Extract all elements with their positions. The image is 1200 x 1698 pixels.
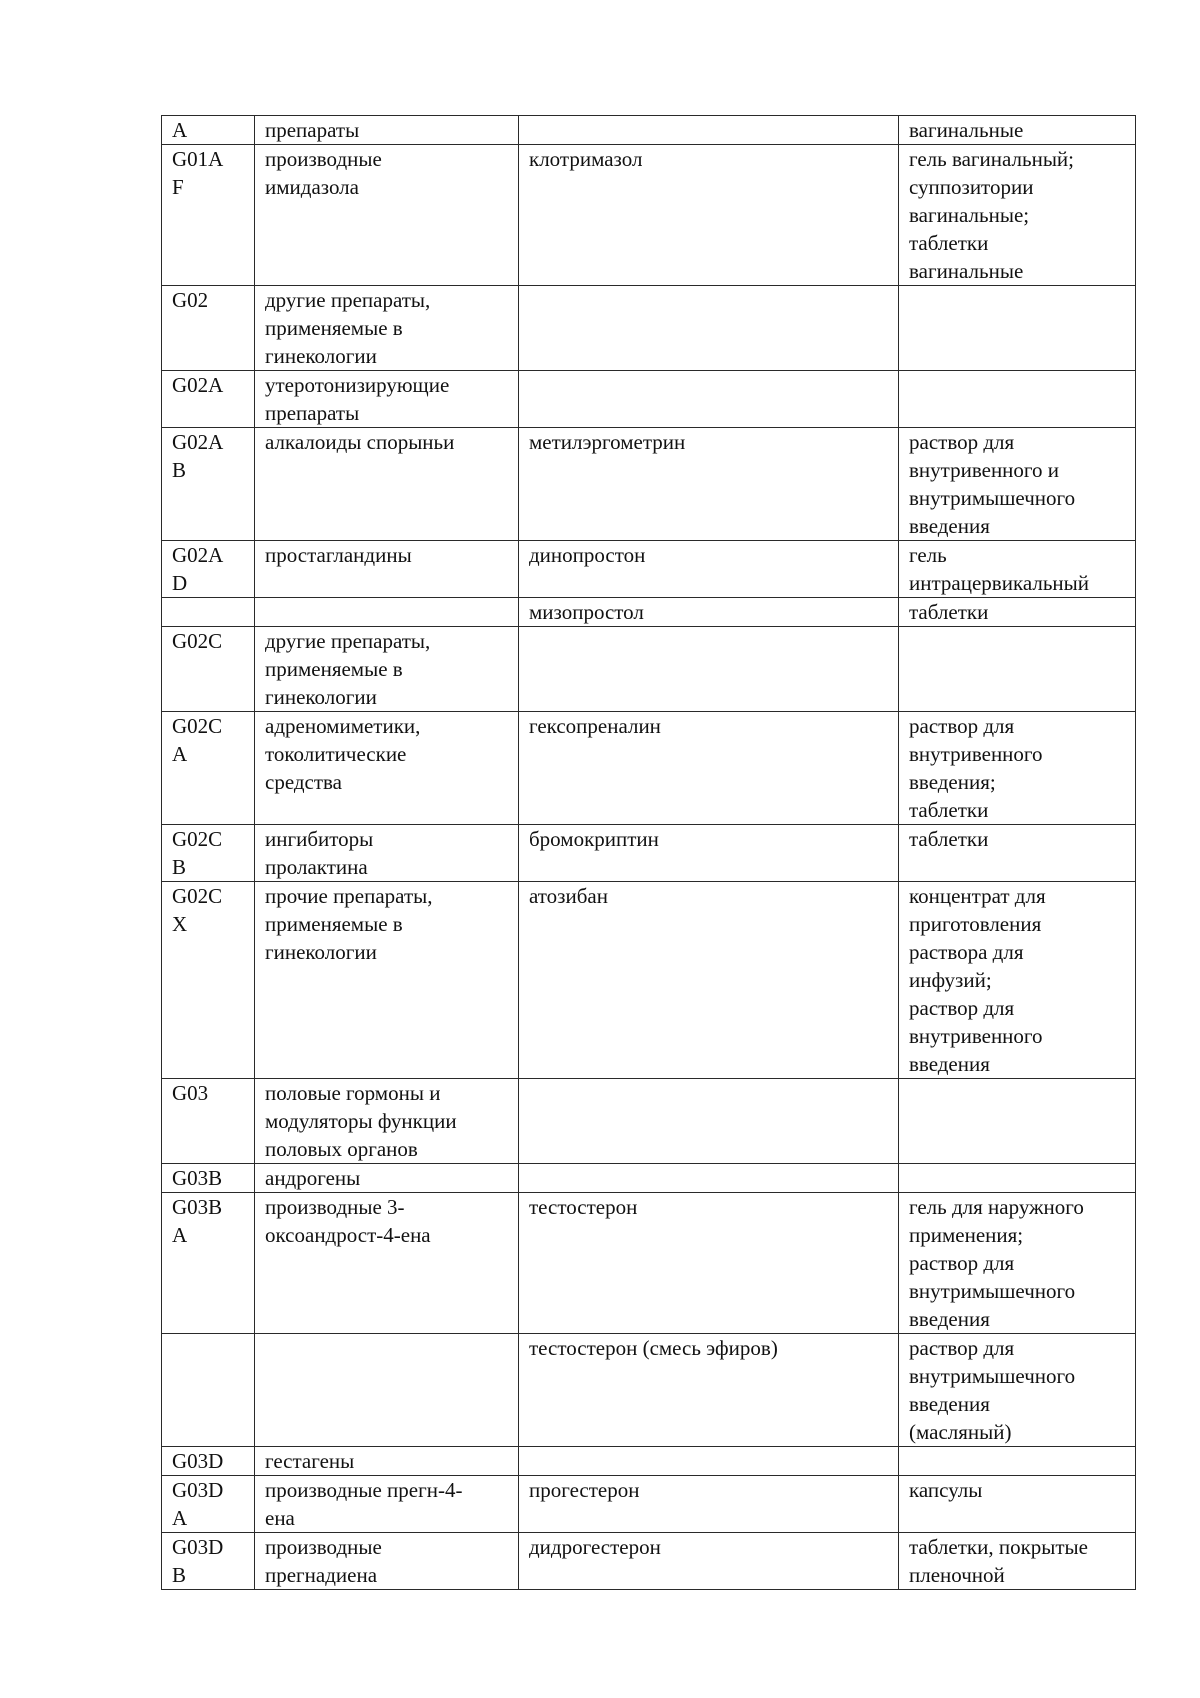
- group-name-cell: производные прегн-4- ена: [255, 1476, 519, 1533]
- group-name-cell: [255, 1334, 519, 1447]
- dosage-form-cell: вагинальные: [899, 116, 1136, 145]
- dosage-form-cell: раствор для внутривенного и внутримышечного введения: [899, 428, 1136, 541]
- drug-name-cell: [519, 371, 899, 428]
- group-name-cell: производные 3- оксоандрост-4-ена: [255, 1193, 519, 1334]
- drug-name-cell: [519, 627, 899, 712]
- drug-classification-table: [161, 115, 1136, 1590]
- atc-code-cell: G02C B: [162, 825, 255, 882]
- drug-name-cell: [519, 286, 899, 371]
- dosage-form-cell: гель вагинальный; суппозитории вагинальные; таблетки вагинальные: [899, 145, 1136, 286]
- drug-name-cell: прогестерон: [519, 1476, 899, 1533]
- drug-name-cell: тестостерон: [519, 1193, 899, 1334]
- table-row: [162, 371, 1136, 428]
- dosage-form-cell: [899, 371, 1136, 428]
- table-row: [162, 712, 1136, 825]
- table-row: [162, 627, 1136, 712]
- group-name-cell: препараты: [255, 116, 519, 145]
- group-name-cell: простагландины: [255, 541, 519, 598]
- table-row: [162, 286, 1136, 371]
- table-row: [162, 882, 1136, 1079]
- drug-name-cell: [519, 1447, 899, 1476]
- group-name-cell: ингибиторы пролактина: [255, 825, 519, 882]
- table-row: [162, 1533, 1136, 1590]
- dosage-form-cell: [899, 1164, 1136, 1193]
- drug-name-cell: [519, 116, 899, 145]
- drug-name-cell: бромокриптин: [519, 825, 899, 882]
- dosage-form-cell: [899, 1447, 1136, 1476]
- drug-name-cell: дидрогестерон: [519, 1533, 899, 1590]
- group-name-cell: андрогены: [255, 1164, 519, 1193]
- table-body: [162, 116, 1136, 1590]
- dosage-form-cell: [899, 627, 1136, 712]
- dosage-form-cell: капсулы: [899, 1476, 1136, 1533]
- drug-name-cell: клотримазол: [519, 145, 899, 286]
- atc-code-cell: A: [162, 116, 255, 145]
- dosage-form-cell: [899, 286, 1136, 371]
- drug-name-cell: метилэргометрин: [519, 428, 899, 541]
- atc-code-cell: G01A F: [162, 145, 255, 286]
- table-row: [162, 825, 1136, 882]
- dosage-form-cell: раствор для внутривенного введения; таблетки: [899, 712, 1136, 825]
- group-name-cell: гестагены: [255, 1447, 519, 1476]
- atc-code-cell: G02A B: [162, 428, 255, 541]
- group-name-cell: адреномиметики, токолитические средства: [255, 712, 519, 825]
- table-row: [162, 541, 1136, 598]
- dosage-form-cell: таблетки: [899, 825, 1136, 882]
- group-name-cell: производные прегнадиена: [255, 1533, 519, 1590]
- atc-code-cell: G03B: [162, 1164, 255, 1193]
- atc-code-cell: G02A: [162, 371, 255, 428]
- drug-name-cell: динопростон: [519, 541, 899, 598]
- dosage-form-cell: раствор для внутримышечного введения (масляный): [899, 1334, 1136, 1447]
- table-row: [162, 1447, 1136, 1476]
- atc-code-cell: G02C X: [162, 882, 255, 1079]
- table-row: [162, 116, 1136, 145]
- group-name-cell: другие препараты, применяемые в гинекологии: [255, 627, 519, 712]
- atc-code-cell: [162, 598, 255, 627]
- dosage-form-cell: гель интрацервикальный: [899, 541, 1136, 598]
- dosage-form-cell: концентрат для приготовления раствора для инфузий; раствор для внутривенного введения: [899, 882, 1136, 1079]
- atc-code-cell: G02A D: [162, 541, 255, 598]
- atc-code-cell: G02: [162, 286, 255, 371]
- group-name-cell: [255, 598, 519, 627]
- atc-code-cell: G03D A: [162, 1476, 255, 1533]
- group-name-cell: алкалоиды спорыньи: [255, 428, 519, 541]
- table-row: [162, 1164, 1136, 1193]
- group-name-cell: утеротонизирующие препараты: [255, 371, 519, 428]
- atc-code-cell: G03D: [162, 1447, 255, 1476]
- drug-name-cell: [519, 1164, 899, 1193]
- atc-code-cell: G02C: [162, 627, 255, 712]
- drug-name-cell: [519, 1079, 899, 1164]
- table-row: [162, 1476, 1136, 1533]
- table-row: [162, 145, 1136, 286]
- atc-code-cell: [162, 1334, 255, 1447]
- drug-name-cell: мизопростол: [519, 598, 899, 627]
- table-row: [162, 598, 1136, 627]
- atc-code-cell: G02C A: [162, 712, 255, 825]
- dosage-form-cell: гель для наружного применения; раствор для внутримышечного введения: [899, 1193, 1136, 1334]
- group-name-cell: другие препараты, применяемые в гинекологии: [255, 286, 519, 371]
- table-row: [162, 1193, 1136, 1334]
- atc-code-cell: G03: [162, 1079, 255, 1164]
- group-name-cell: половые гормоны и модуляторы функции половых органов: [255, 1079, 519, 1164]
- table-row: [162, 1079, 1136, 1164]
- table-row: [162, 1334, 1136, 1447]
- drug-name-cell: атозибан: [519, 882, 899, 1079]
- dosage-form-cell: таблетки: [899, 598, 1136, 627]
- atc-code-cell: G03B A: [162, 1193, 255, 1334]
- table-row: [162, 428, 1136, 541]
- group-name-cell: прочие препараты, применяемые в гинекологии: [255, 882, 519, 1079]
- drug-name-cell: тестостерон (смесь эфиров): [519, 1334, 899, 1447]
- atc-code-cell: G03D B: [162, 1533, 255, 1590]
- dosage-form-cell: [899, 1079, 1136, 1164]
- group-name-cell: производные имидазола: [255, 145, 519, 286]
- drug-name-cell: гексопреналин: [519, 712, 899, 825]
- dosage-form-cell: таблетки, покрытые пленочной: [899, 1533, 1136, 1590]
